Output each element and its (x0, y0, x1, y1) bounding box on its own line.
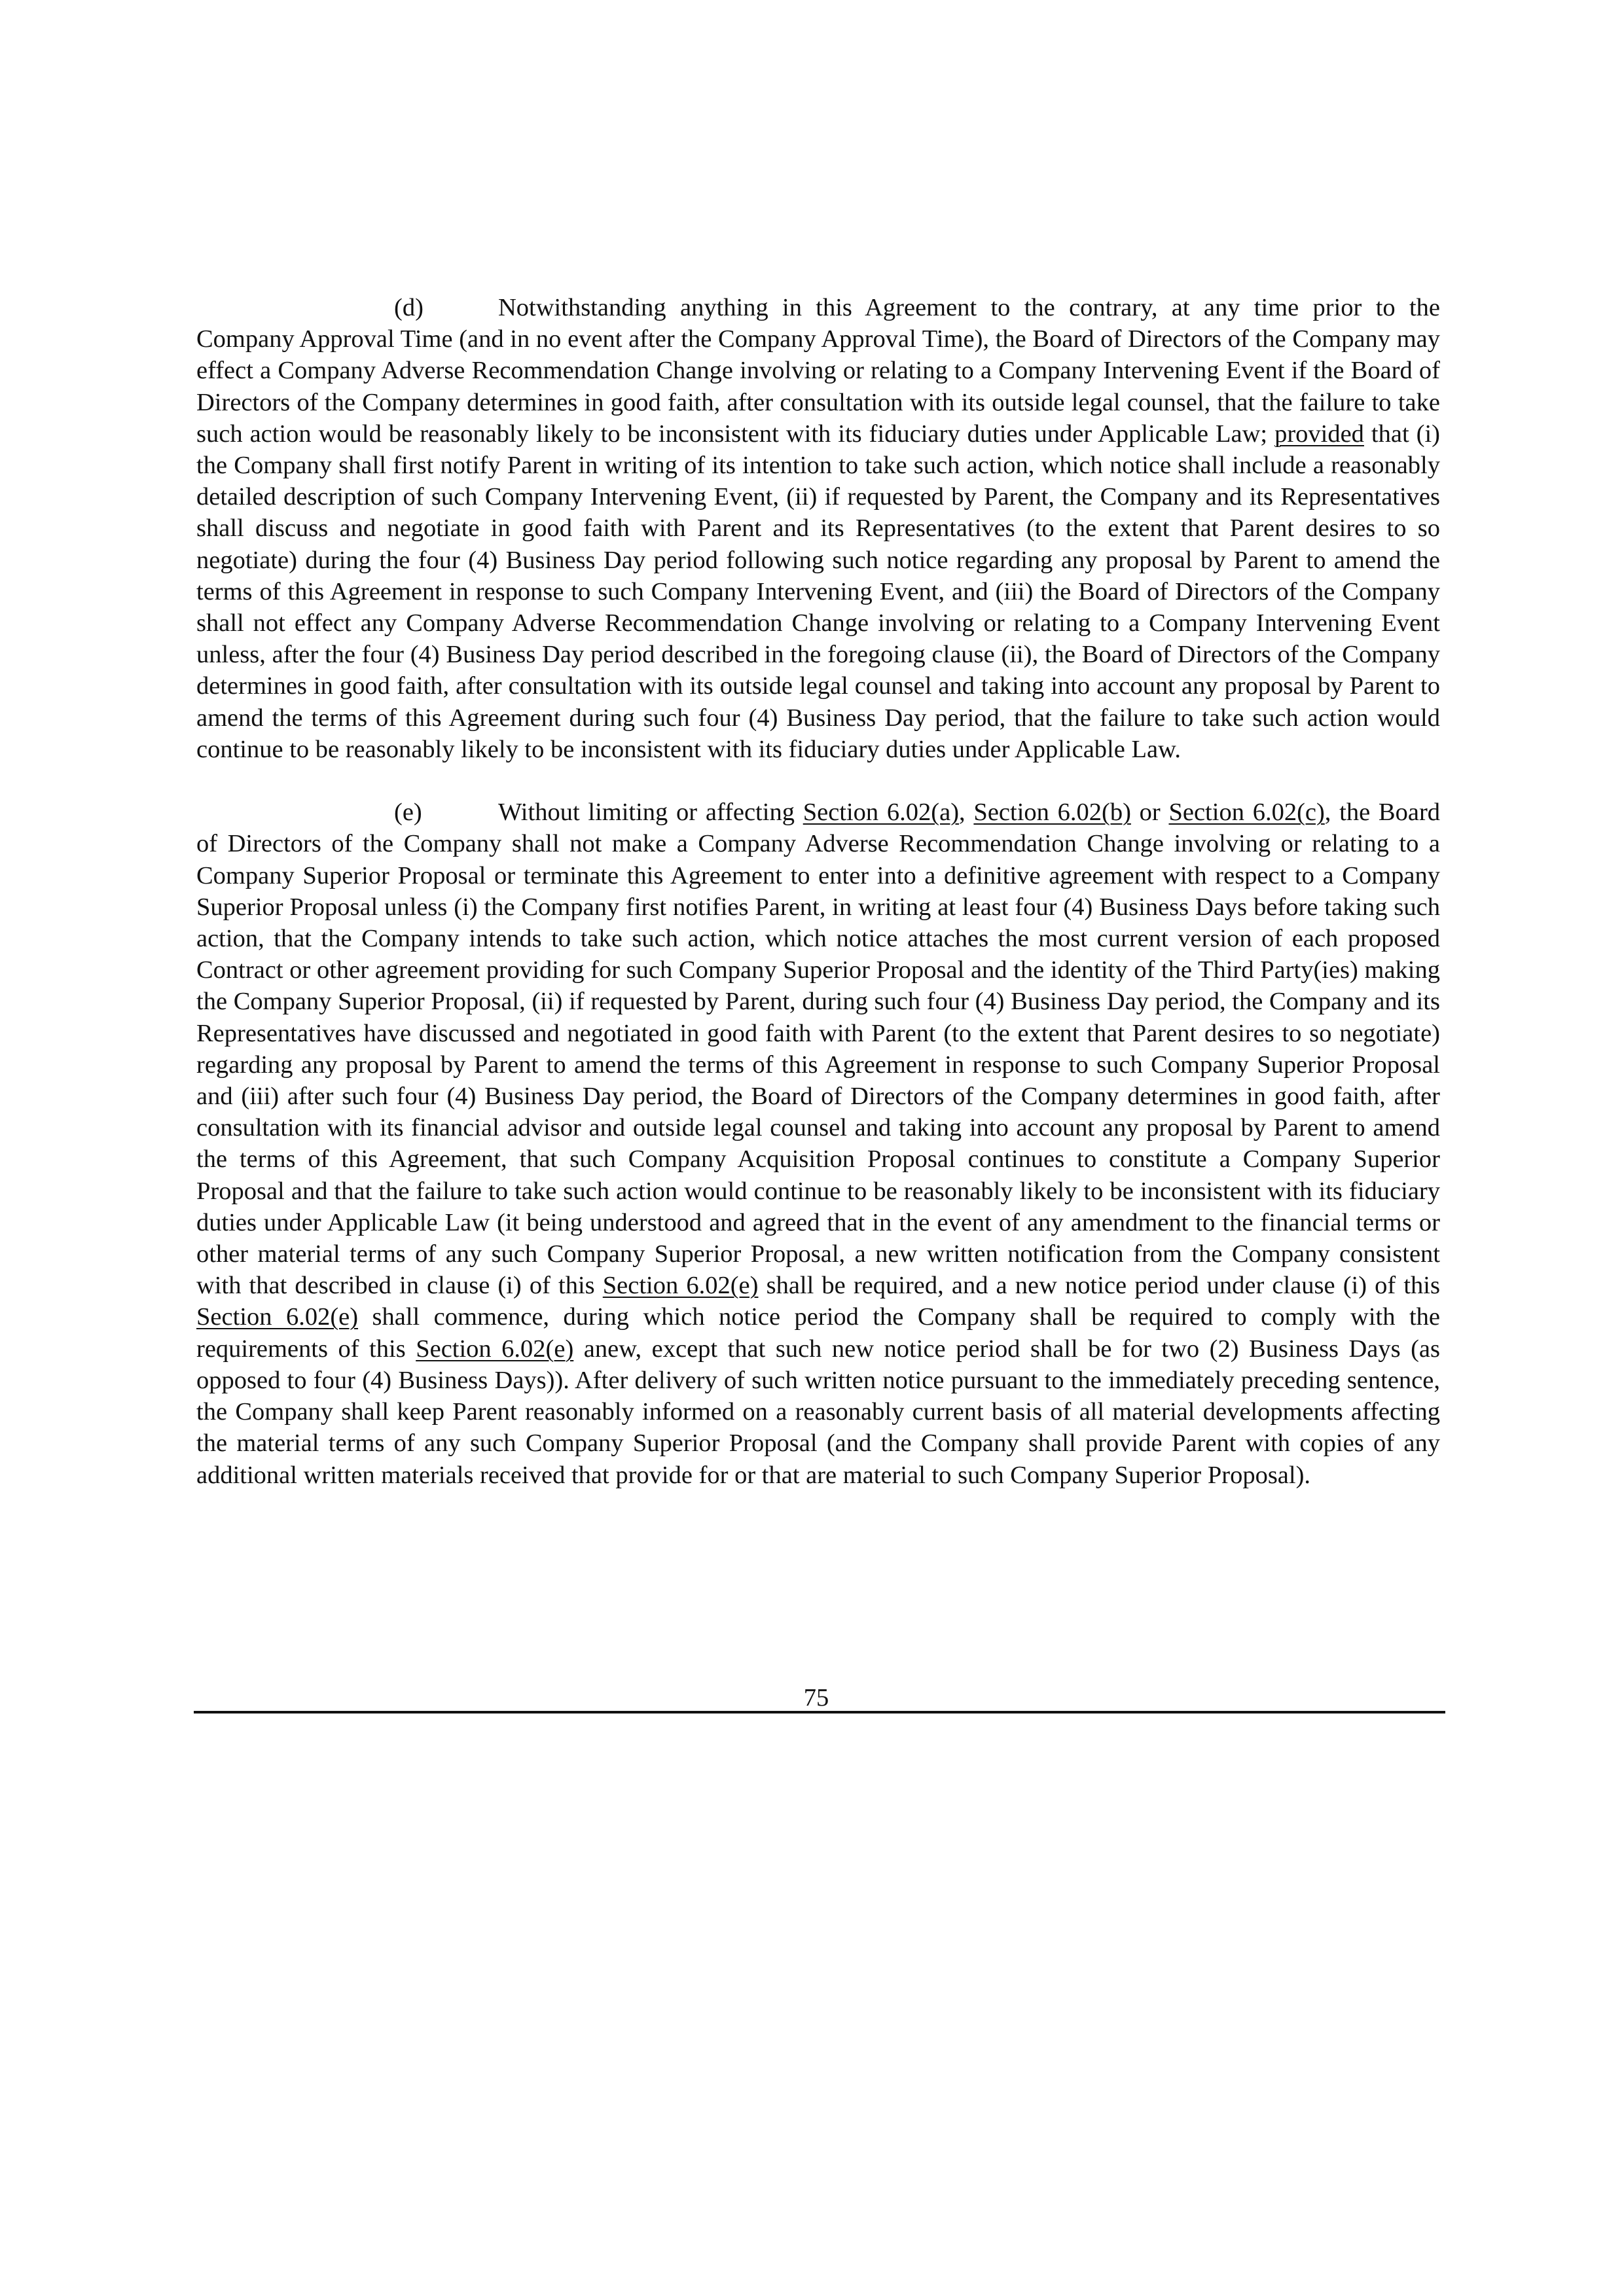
section-6-02c-reference: Section 6.02(c) (1168, 798, 1325, 827)
page-footer (194, 1685, 1445, 1713)
section-6-02e-reference: Section 6.02(e) (196, 1303, 359, 1331)
paragraph-e-label: (e) (394, 798, 422, 827)
paragraph-e-text-4: , the Board of Directors of the Company shall not make a Company Adverse Recommendation Change involving or relating to a Company Superior Proposal or terminate this Agreement to enter into a definitive agreement with respect to a Company Superior Proposal unless (i) the Company first notifies Parent, in writing at least four (4) Business Days before taking such action, that the Company intends to take such action, which notice attaches the most current version of each proposed Contract or other agreement providing for such Company Superior Proposal and the identity of the Third Party(ies) making the Company Superior Proposal, (ii) if requested by Parent, during such four (4) Business Day period, the Company and its Representatives have discussed and negotiated in good faith with Parent (to the extent that Parent desires to so negotiate) regarding any proposal by Parent to amend the terms of this Agreement in response to such Company Superior Proposal and (iii) after such four (4) Business Day period, the Board of Directors of the Company determines in good faith, after consultation with its financial advisor and outside legal counsel and taking into account any proposal by Parent to amend the terms of this Agreement, that such Company Acquisition Proposal continues to constitute a Company Superior Proposal and that the failure to take such action would continue to be reasonably likely to be inconsistent with its fiduciary duties under Applicable Law (it being understood and agreed that in the event of any amendment to the financial terms or other material terms of any such Company Superior Proposal, a new written notification from the Company consistent with that described in clause (i) of this (196, 798, 1441, 1300)
document-body (196, 292, 1440, 1522)
section-6-02b-reference: Section 6.02(b) (973, 798, 1131, 827)
paragraph-d (196, 292, 1440, 765)
paragraph-e-text-6: shall commence, during which notice period the Company shall be required to comply with the requirements of this (196, 1303, 1440, 1363)
paragraph-d-text-2: that (i) the Company shall first notify Parent in writing of its intention to take such action, which notice shall include a reasonably detailed description of such Company Intervening Event, (ii) if requested by Parent, the Company and its Representatives shall discuss and negotiate in good faith with Parent and its Representatives (to the extent that Parent desires to so negotiate) during the four (4) Business Day period following such notice regarding any proposal by Parent to amend the terms of this Agreement in response to such Company Intervening Event, and (iii) the Board of Directors of the Company shall not effect any Company Adverse Recommendation Change involving or relating to a Company Intervening Event unless, after the four (4) Business Day period described in the foregoing clause (ii), the Board of Directors of the Company determines in good faith, after consultation with its outside legal counsel and taking into account any proposal by Parent to amend the terms of this Agreement during such four (4) Business Day period, that the failure to take such action would continue to be reasonably likely to be inconsistent with its fiduciary duties under Applicable Law. (196, 420, 1440, 763)
paragraph-e-text-5: shall be required, and a new notice period under clause (i) of this (758, 1272, 1440, 1300)
page-number: 75 (803, 1684, 829, 1712)
provided-term: provided (1274, 420, 1364, 448)
paragraph-e-text-1: Without limiting or affecting (498, 798, 803, 827)
paragraph-e-text-2: , (959, 798, 974, 827)
section-6-02a-reference: Section 6.02(a) (803, 798, 960, 827)
section-6-02e-reference: Section 6.02(e) (602, 1272, 759, 1300)
section-6-02e-reference: Section 6.02(e) (416, 1335, 574, 1363)
paragraph-e-text-7: anew, except that such new notice period shall be for two (2) Business Days (as opposed to four (4) Business Days)). After delivery of such written notice pursuant to the immediately preceding sentence, the Company shall keep Parent reasonably informed on a reasonably current basis of all material developments affecting the material terms of any such Company Superior Proposal (and the Company shall provide Parent with copies of any additional written materials received that provide for or that are material to such Company Superior Proposal). (196, 1335, 1440, 1489)
paragraph-e-text-3: or (1130, 798, 1169, 827)
paragraph-d-text-1: Notwithstanding anything in this Agreement to the contrary, at any time prior to the Company Approval Time (and in no event after the Company Approval Time), the Board of Directors of the Company may effect a Company Adverse Recommendation Change involving or relating to a Company Intervening Event if the Board of Directors of the Company determines in good faith, after consultation with its outside legal counsel, that the failure to take such action would be reasonably likely to be inconsistent with its fiduciary duties under Applicable Law; (196, 294, 1440, 448)
paragraph-e (196, 797, 1440, 1490)
paragraph-d-label: (d) (394, 294, 424, 321)
